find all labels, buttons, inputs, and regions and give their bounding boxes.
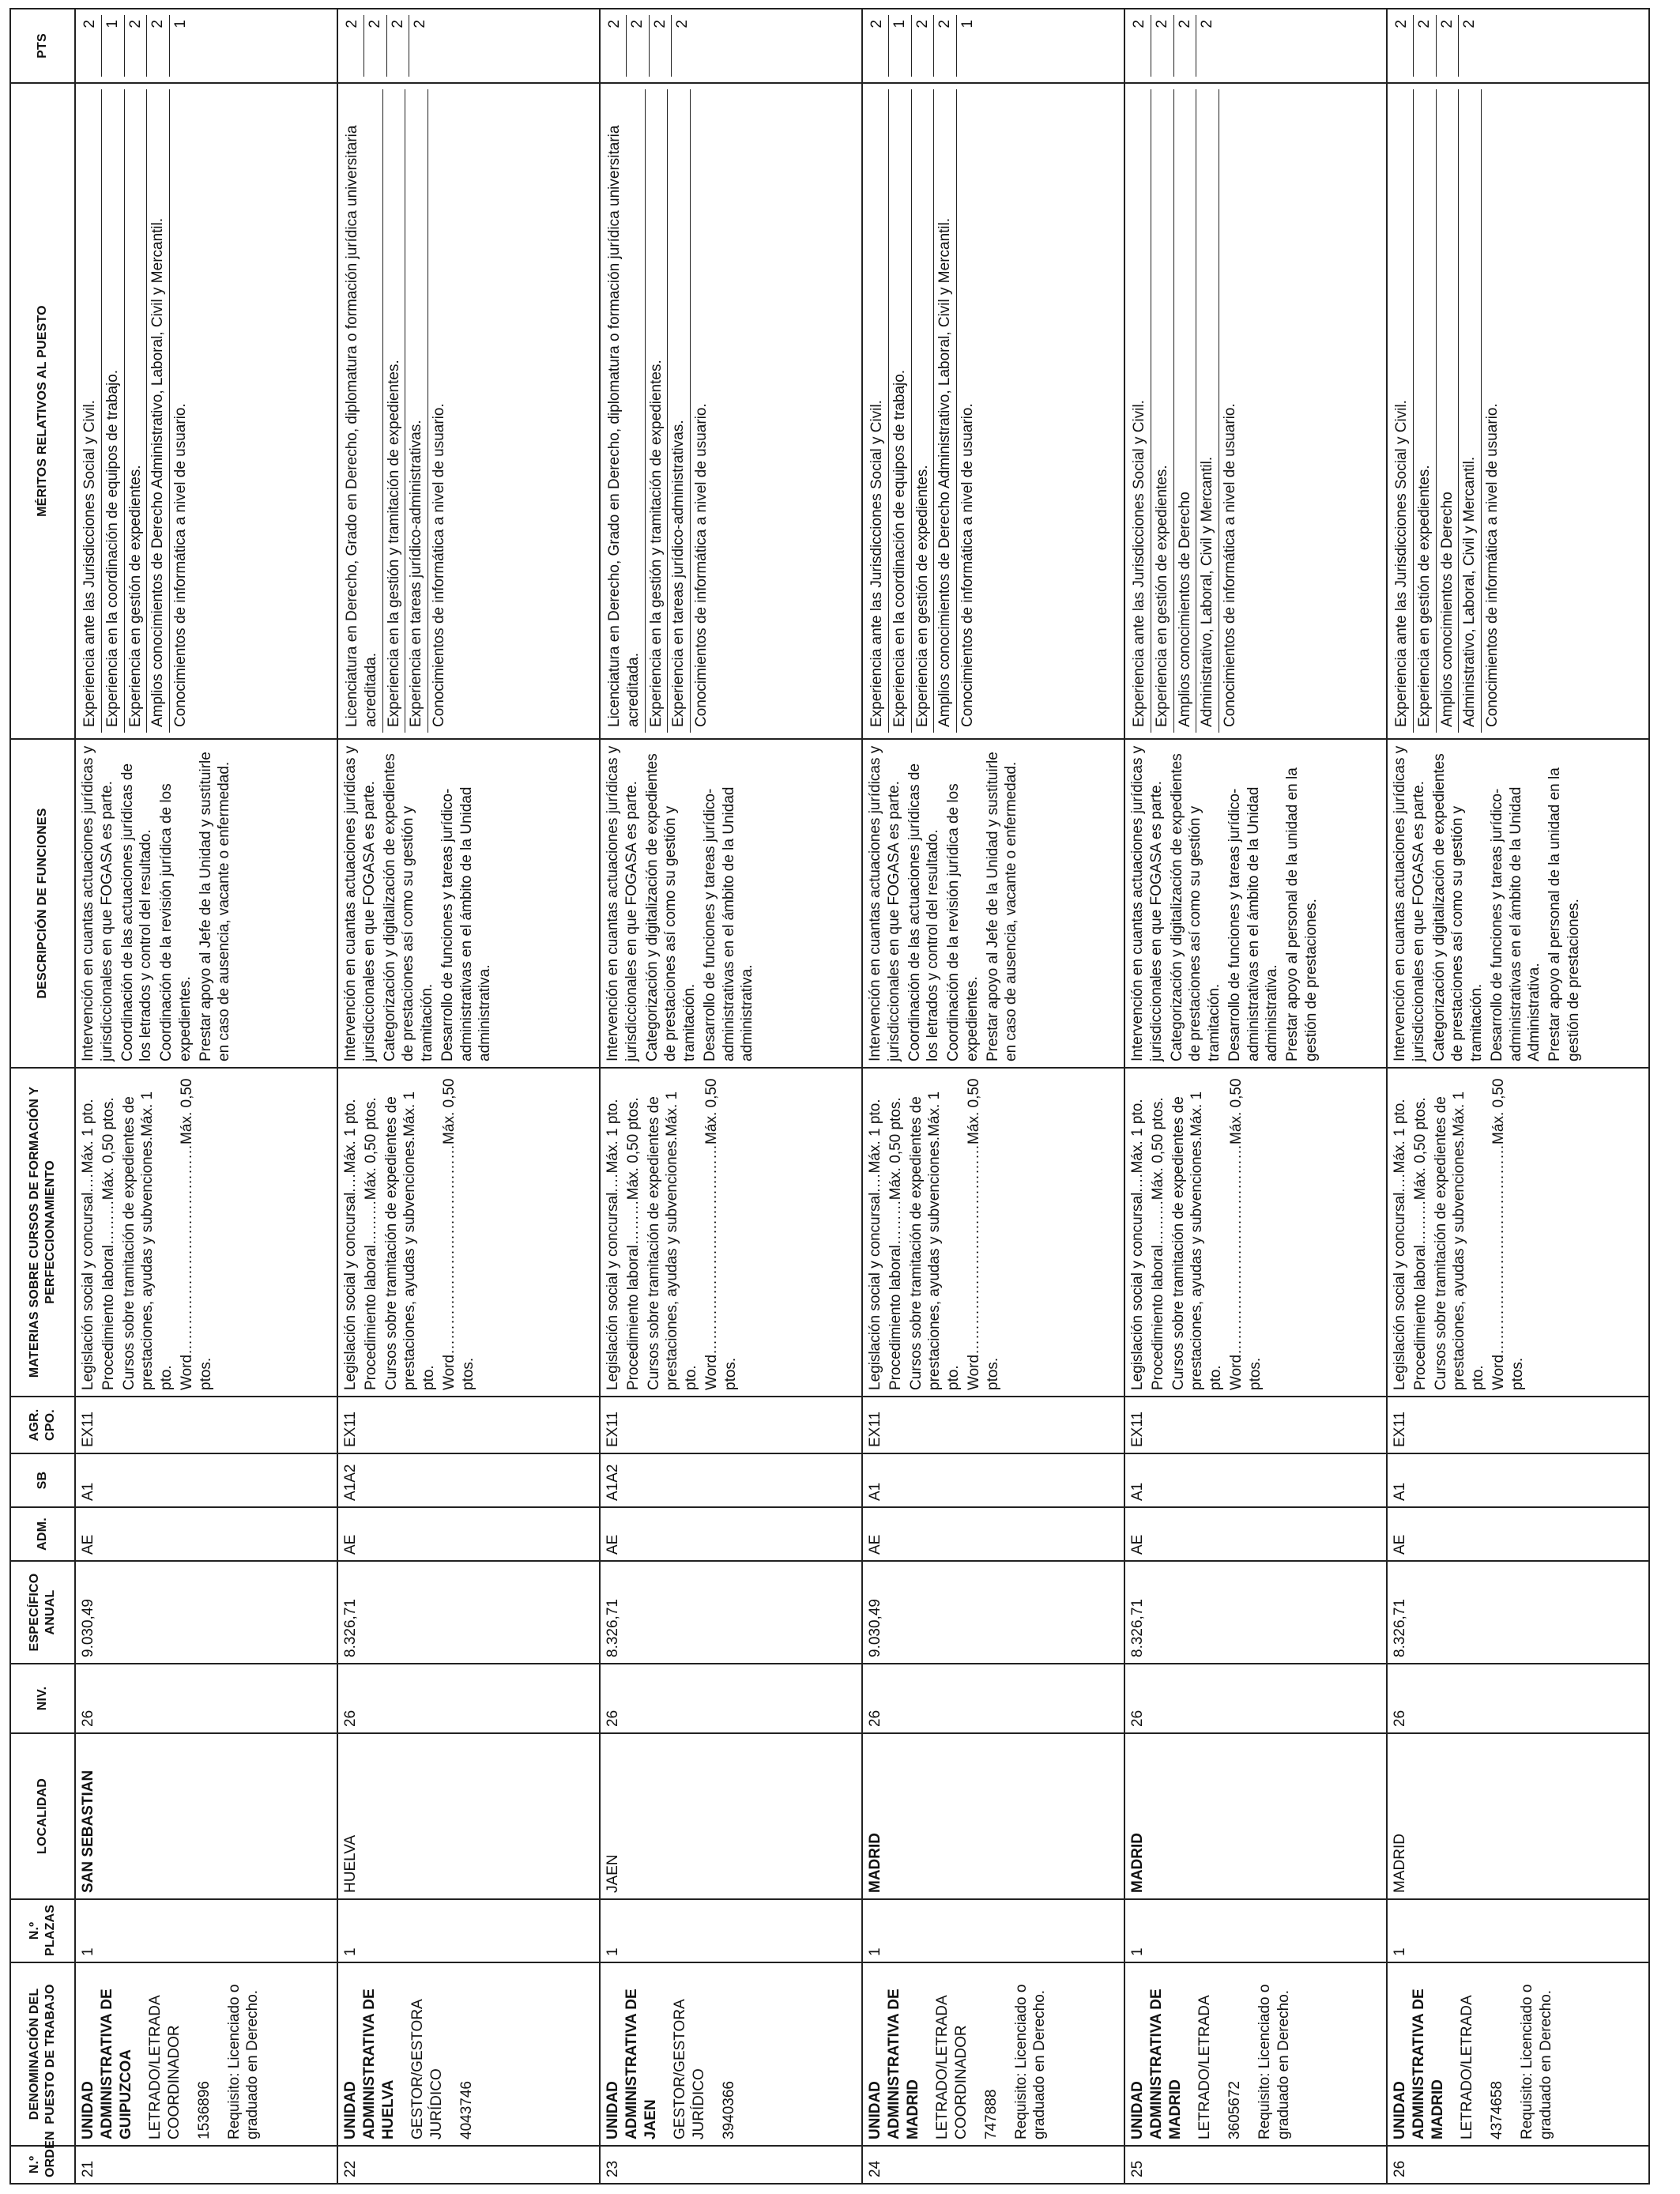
materias-list — [341, 1074, 479, 1390]
pts-item: 2 — [1174, 15, 1197, 77]
merito-item: Administrativo, Laboral, Civil y Mercantil. — [1196, 89, 1219, 733]
funcion-item: Prestar apoyo al Jefe de la Unidad y sustituirle en caso de ausencia, vacante o enfermedad. — [984, 752, 1020, 1061]
table-row — [600, 9, 862, 2184]
requirement: Requisito: Licenciado o graduado en Derecho. — [1012, 1984, 1049, 2139]
cell-adm: AE — [600, 1507, 862, 1561]
cell-materias — [600, 1068, 862, 1397]
pts-item: 2 — [866, 15, 889, 77]
merito-item: Conocimientos de informática a nivel de usuario. — [1222, 403, 1238, 727]
funcion-item: Categorización y digitalización de expedientes de prestaciones así como su gestión y tramitación. — [1430, 753, 1485, 1061]
pts-item: 1 — [889, 15, 912, 77]
merito-item: Experiencia en la gestión y tramitación de expedientes. — [646, 89, 669, 733]
header-funciones: DESCRIPCIÓN DE FUNCIONES — [10, 739, 75, 1068]
header-meritos: MÉRITOS RELATIVOS AL PUESTO — [10, 83, 75, 739]
cell-sb: A1 — [75, 1453, 337, 1507]
cell-localidad: MADRID — [862, 1733, 1124, 1899]
pts-item: 2 — [650, 15, 672, 77]
materia-item: Cursos sobre tramitación de expedientes de prestaciones, ayudas y subvenciones.Máx. 1 pto. — [1170, 1091, 1224, 1390]
merito-item: Conocimientos de informática a nivel de usuario. — [431, 403, 447, 727]
materia-item: Legislación social y concursal.…Máx. 1 pto. — [342, 1099, 359, 1390]
funcion-item: Coordinación de las actuaciones jurídicas de los letrados y control del resultado. — [119, 763, 155, 1061]
merito-item: Conocimientos de informática a nivel de usuario. — [693, 403, 710, 727]
cell-funciones — [1124, 739, 1387, 1068]
materia-item: Procedimiento laboral………Máx. 0,50 ptos. — [1149, 1097, 1166, 1390]
header-orden: N.º ORDEN — [10, 2146, 75, 2184]
merito-item: Experiencia en la coordinación de equipos de trabajo. — [889, 89, 912, 733]
cell-pts — [75, 9, 337, 83]
materia-item: Legislación social y concursal.…Máx. 1 pto. — [1392, 1099, 1408, 1390]
cell-orden: 22 — [337, 2146, 600, 2184]
merito-item: Experiencia ante las Jurisdicciones Social y Civil. — [1391, 89, 1414, 733]
merito-item: Experiencia ante las Jurisdicciones Social y Civil. — [866, 89, 889, 733]
header-localidad: LOCALIDAD — [10, 1733, 75, 1899]
funciones-list — [1391, 745, 1585, 1061]
cell-nivel: 26 — [600, 1664, 862, 1733]
header-nivel: NIV. — [10, 1664, 75, 1733]
merito-item: Licenciatura en Derecho, Grado en Derecho, diplomatura o formación jurídica universitaria acreditada. — [604, 89, 646, 733]
materia-item: Legislación social y concursal.…Máx. 1 pto. — [1129, 1099, 1146, 1390]
cell-meritos — [75, 83, 337, 739]
cell-funciones — [75, 739, 337, 1068]
table-row — [75, 9, 337, 2184]
materia-item: Legislación social y concursal.…Máx. 1 pto. — [605, 1099, 621, 1390]
header-row — [10, 9, 75, 2184]
position-code: 747888 — [982, 2089, 1000, 2139]
table-row — [862, 9, 1124, 2184]
cell-especifico: 8.326,71 — [1387, 1561, 1649, 1664]
funcion-item: Categorización y digitalización de expedientes de prestaciones así como su gestión y tramitación. — [381, 753, 435, 1061]
position-code: 3605672 — [1226, 2081, 1243, 2139]
position-name: GESTOR/GESTORA JURÍDICO — [409, 2000, 445, 2139]
materia-item: Word……………………………………Máx. 0,50 ptos. — [440, 1078, 477, 1390]
table-row — [337, 9, 600, 2184]
merito-item: Experiencia en la gestión y tramitación de expedientes. — [383, 89, 406, 733]
merito-item: Conocimientos de informática a nivel de usuario. — [172, 403, 189, 727]
cell-nivel: 26 — [862, 1664, 1124, 1733]
pts-item: 2 — [1199, 20, 1216, 28]
header-adm: ADM. — [10, 1507, 75, 1561]
cell-pts — [1387, 9, 1649, 83]
materia-item: Word……………………………………Máx. 0,50 ptos. — [178, 1078, 214, 1390]
position-name: LETRADO/LETRADA COORDINADOR — [147, 1996, 183, 2139]
cell-denominacion — [337, 1962, 600, 2146]
cell-plazas: 1 — [75, 1899, 337, 1962]
table-body — [75, 9, 1649, 2184]
funciones-list — [79, 745, 235, 1061]
pts-item: 2 — [1151, 15, 1174, 77]
merito-item: Amplios conocimientos de Derecho Administrativo, Laboral, Civil y Mercantil. — [147, 89, 170, 733]
cell-agr: EX11 — [1124, 1397, 1387, 1453]
merito-item: Experiencia en tareas jurídico-administrativas. — [668, 89, 691, 733]
pts-item: 1 — [172, 20, 189, 28]
cell-pts — [862, 9, 1124, 83]
cell-plazas: 1 — [862, 1899, 1124, 1962]
materia-item: Legislación social y concursal.…Máx. 1 pto. — [867, 1099, 883, 1390]
materias-list — [866, 1074, 1004, 1390]
table-row — [1124, 9, 1387, 2184]
materia-item: Procedimiento laboral………Máx. 0,50 ptos. — [362, 1097, 379, 1390]
pts-item: 2 — [934, 15, 957, 77]
cell-sb: A1A2 — [600, 1453, 862, 1507]
funcion-item: Prestar apoyo al Jefe de la Unidad y sustituirle en caso de ausencia, vacante o enfermedad. — [197, 752, 233, 1061]
pts-item: 2 — [1437, 15, 1460, 77]
unit-name: UNIDAD ADMINISTRATIVA DE HUELVA — [342, 1989, 397, 2139]
positions-table — [9, 8, 1650, 2185]
cell-meritos — [1124, 83, 1387, 739]
cell-localidad: SAN SEBASTIAN — [75, 1733, 337, 1899]
cell-adm: AE — [337, 1507, 600, 1561]
cell-localidad: JAEN — [600, 1733, 862, 1899]
funcion-item: Intervención en cuantas actuaciones jurídicas y jurisdiccionales en que FOGASA es parte. — [1129, 745, 1165, 1061]
materia-item: Word……………………………………Máx. 0,50 ptos. — [1490, 1078, 1526, 1390]
merito-item: Experiencia ante las Jurisdicciones Social y Civil. — [79, 89, 102, 733]
cell-agr: EX11 — [1387, 1397, 1649, 1453]
funcion-item: Intervención en cuantas actuaciones jurídicas y jurisdiccionales en que FOGASA es parte. — [80, 745, 115, 1061]
header-pts: PTS — [10, 9, 75, 83]
funciones-list — [604, 745, 759, 1061]
position-code: 4043746 — [458, 2081, 475, 2139]
position-name: GESTOR/GESTORA JURÍDICO — [672, 2000, 707, 2139]
materias-list — [604, 1074, 741, 1390]
funcion-item: Prestar apoyo al personal de la unidad en la gestión de prestaciones. — [1546, 767, 1582, 1061]
pts-item: 2 — [147, 15, 170, 77]
cell-meritos — [600, 83, 862, 739]
cell-especifico: 8.326,71 — [337, 1561, 600, 1664]
materia-item: Word……………………………………Máx. 0,50 ptos. — [965, 1078, 1001, 1390]
header-denominacion: DENOMINACIÓN DEL PUESTO DE TRABAJO — [10, 1962, 75, 2146]
cell-pts — [337, 9, 600, 83]
header-materias: MATERIAS SOBRE CURSOS DE FORMACIÓN Y PERFECCIONAMIENTO — [10, 1068, 75, 1397]
position-code: 3940366 — [720, 2081, 737, 2139]
merito-item: Experiencia ante las Jurisdicciones Social y Civil. — [1128, 89, 1151, 733]
materia-item: Cursos sobre tramitación de expedientes de prestaciones, ayudas y subvenciones.Máx. 1 pto. — [120, 1091, 175, 1390]
header-plazas: N.º PLAZAS — [10, 1899, 75, 1962]
materia-item: Word……………………………………Máx. 0,50 ptos. — [703, 1078, 739, 1390]
cell-orden: 26 — [1387, 2146, 1649, 2184]
cell-funciones — [600, 739, 862, 1068]
cell-sb: A1 — [1387, 1453, 1649, 1507]
pts-item: 2 — [341, 15, 364, 77]
merito-item: Amplios conocimientos de Derecho Administrativo, Laboral, Civil y Mercantil. — [934, 89, 957, 733]
pts-item: 2 — [1461, 20, 1478, 28]
materia-item: Cursos sobre tramitación de expedientes de prestaciones, ayudas y subvenciones.Máx. 1 pto. — [382, 1091, 437, 1390]
materias-list — [1128, 1074, 1266, 1390]
merito-item: Amplios conocimientos de Derecho — [1437, 89, 1460, 733]
funcion-item: Desarrollo de funciones y tareas jurídico-administrativas en el ámbito de la Unidad administrativa. — [1226, 786, 1281, 1061]
cell-especifico: 8.326,71 — [1124, 1561, 1387, 1664]
pts-item: 2 — [912, 15, 935, 77]
position-name: LETRADO/LETRADA — [1196, 1995, 1214, 2139]
unit-name: UNIDAD ADMINISTRATIVA DE MADRID — [1392, 1989, 1446, 2139]
pts-item: 2 — [627, 15, 650, 77]
funcion-item: Intervención en cuantas actuaciones jurídicas y jurisdiccionales en que FOGASA es parte. — [1392, 745, 1427, 1061]
cell-orden: 25 — [1124, 2146, 1387, 2184]
cell-nivel: 26 — [1124, 1664, 1387, 1733]
cell-plazas: 1 — [337, 1899, 600, 1962]
pts-item: 2 — [674, 20, 691, 28]
cell-adm: AE — [75, 1507, 337, 1561]
materia-item: Cursos sobre tramitación de expedientes de prestaciones, ayudas y subvenciones.Máx. 1 pto. — [645, 1091, 699, 1390]
funciones-list — [1128, 745, 1323, 1061]
pts-item: 1 — [959, 20, 976, 28]
unit-name: UNIDAD ADMINISTRATIVA DE MADRID — [1129, 1989, 1184, 2139]
cell-materias — [75, 1068, 337, 1397]
position-code: 4374658 — [1489, 2081, 1505, 2139]
header-agr: AGR. CPO. — [10, 1397, 75, 1453]
merito-item: Conocimientos de informática a nivel de usuario. — [1484, 403, 1501, 727]
materia-item: Cursos sobre tramitación de expedientes de prestaciones, ayudas y subvenciones.Máx. 1 pto. — [1432, 1091, 1486, 1390]
cell-materias — [862, 1068, 1124, 1397]
materia-item: Legislación social y concursal.…Máx. 1 pto. — [80, 1099, 96, 1390]
requirement: Requisito: Licenciado o graduado en Derecho. — [225, 1984, 262, 2139]
pts-item: 2 — [364, 15, 387, 77]
merito-item: Conocimientos de informática a nivel de usuario. — [959, 403, 976, 727]
cell-nivel: 26 — [1387, 1664, 1649, 1733]
cell-plazas: 1 — [600, 1899, 862, 1962]
funcion-item: Coordinación de las actuaciones jurídicas de los letrados y control del resultado. — [906, 763, 942, 1061]
cell-especifico: 8.326,71 — [600, 1561, 862, 1664]
funciones-list — [866, 745, 1023, 1061]
cell-materias — [1387, 1068, 1649, 1397]
materia-item: Procedimiento laboral………Máx. 0,50 ptos. — [100, 1097, 117, 1390]
materia-item: Cursos sobre tramitación de expedientes de prestaciones, ayudas y subvenciones.Máx. 1 pto. — [907, 1091, 962, 1390]
funcion-item: Intervención en cuantas actuaciones jurídicas y jurisdiccionales en que FOGASA es parte. — [867, 745, 902, 1061]
cell-denominacion — [862, 1962, 1124, 2146]
cell-funciones — [862, 739, 1124, 1068]
cell-especifico: 9.030,49 — [75, 1561, 337, 1664]
funcion-item: Desarrollo de funciones y tareas jurídico-administrativas en el ámbito de la Unidad Administrativa. — [1488, 786, 1543, 1061]
pts-item: 2 — [412, 20, 429, 28]
cell-meritos — [862, 83, 1124, 739]
cell-plazas: 1 — [1124, 1899, 1387, 1962]
position-code: 1536896 — [195, 2081, 213, 2139]
requirement: Requisito: Licenciado o graduado en Derecho. — [1256, 1984, 1292, 2139]
position-name: LETRADO/LETRADA — [1459, 1995, 1476, 2139]
cell-denominacion — [1387, 1962, 1649, 2146]
header-especifico: ESPECÍFICO ANUAL — [10, 1561, 75, 1664]
materias-list — [1391, 1074, 1528, 1390]
cell-meritos — [1387, 83, 1649, 739]
merito-item: Experiencia en gestión de expedientes. — [1151, 89, 1174, 733]
merito-item: Experiencia en la coordinación de equipos de trabajo. — [102, 89, 125, 733]
cell-orden: 24 — [862, 2146, 1124, 2184]
materia-item: Procedimiento laboral………Máx. 0,50 ptos. — [624, 1097, 642, 1390]
materia-item: Procedimiento laboral………Máx. 0,50 ptos. — [1411, 1097, 1429, 1390]
merito-item: Experiencia en tareas jurídico-administrativas. — [405, 89, 428, 733]
cell-orden: 23 — [600, 2146, 862, 2184]
cell-nivel: 26 — [337, 1664, 600, 1733]
cell-agr: EX11 — [337, 1397, 600, 1453]
pts-item: 2 — [79, 15, 102, 77]
merito-item: Licenciatura en Derecho, Grado en Derecho, diplomatura o formación jurídica universitaria acreditada. — [341, 89, 383, 733]
funcion-item: Desarrollo de funciones y tareas jurídico-administrativas en el ámbito de la Unidad administrativa. — [439, 786, 494, 1061]
cell-pts — [600, 9, 862, 83]
pts-item: 2 — [1128, 15, 1151, 77]
cell-localidad: MADRID — [1124, 1733, 1387, 1899]
unit-name: UNIDAD ADMINISTRATIVA DE MADRID — [867, 1989, 921, 2139]
materia-item: Procedimiento laboral………Máx. 0,50 ptos. — [887, 1097, 904, 1390]
cell-pts — [1124, 9, 1387, 83]
funcion-item: Categorización y digitalización de expedientes de prestaciones así como su gestión y tramitación. — [1168, 753, 1222, 1061]
pts-item: 2 — [1391, 15, 1414, 77]
cell-adm: AE — [1124, 1507, 1387, 1561]
cell-funciones — [337, 739, 600, 1068]
cell-agr: EX11 — [862, 1397, 1124, 1453]
cell-agr: EX11 — [75, 1397, 337, 1453]
cell-meritos — [337, 83, 600, 739]
pts-item: 1 — [102, 15, 125, 77]
cell-localidad: HUELVA — [337, 1733, 600, 1899]
cell-agr: EX11 — [600, 1397, 862, 1453]
merito-item: Experiencia en gestión de expedientes. — [125, 89, 148, 733]
cell-nivel: 26 — [75, 1664, 337, 1733]
funcion-item: Intervención en cuantas actuaciones jurídicas y jurisdiccionales en que FOGASA es parte. — [342, 745, 378, 1061]
cell-plazas: 1 — [1387, 1899, 1649, 1962]
unit-name: UNIDAD ADMINISTRATIVA DE JAEN — [605, 1989, 659, 2139]
pts-item: 2 — [387, 15, 410, 77]
materias-list — [79, 1074, 217, 1390]
funcion-item: Coordinación de la revisión jurídica de los expedientes. — [945, 783, 981, 1061]
funcion-item: Desarrollo de funciones y tareas jurídico-administrativas en el ámbito de la Unidad administrativa. — [701, 786, 756, 1061]
cell-orden: 21 — [75, 2146, 337, 2184]
pts-item: 2 — [604, 15, 627, 77]
cell-materias — [1124, 1068, 1387, 1397]
cell-funciones — [1387, 739, 1649, 1068]
cell-denominacion — [1124, 1962, 1387, 2146]
cell-localidad: MADRID — [1387, 1733, 1649, 1899]
cell-materias — [337, 1068, 600, 1397]
merito-item: Experiencia en gestión de expedientes. — [1414, 89, 1437, 733]
cell-denominacion — [600, 1962, 862, 2146]
cell-adm: AE — [862, 1507, 1124, 1561]
unit-name: UNIDAD ADMINISTRATIVA DE GUIPUZCOA — [80, 1989, 134, 2139]
cell-denominacion — [75, 1962, 337, 2146]
cell-sb: A1A2 — [337, 1453, 600, 1507]
pts-item: 2 — [1414, 15, 1437, 77]
funciones-list — [341, 745, 496, 1061]
cell-sb: A1 — [862, 1453, 1124, 1507]
requirement: Requisito: Licenciado o graduado en Derecho. — [1518, 1984, 1554, 2139]
table-row — [1387, 9, 1649, 2184]
funcion-item: Intervención en cuantas actuaciones jurídicas y jurisdiccionales en que FOGASA es parte. — [605, 745, 640, 1061]
funcion-item: Categorización y digitalización de expedientes de prestaciones así como su gestión y tramitación. — [643, 753, 698, 1061]
cell-especifico: 9.030,49 — [862, 1561, 1124, 1664]
merito-item: Experiencia en gestión de expedientes. — [912, 89, 935, 733]
cell-adm: AE — [1387, 1507, 1649, 1561]
header-sb: SB — [10, 1453, 75, 1507]
cell-sb: A1 — [1124, 1453, 1387, 1507]
materia-item: Word……………………………………Máx. 0,50 ptos. — [1227, 1078, 1264, 1390]
funcion-item: Coordinación de la revisión jurídica de los expedientes. — [158, 783, 194, 1061]
merito-item: Amplios conocimientos de Derecho — [1174, 89, 1197, 733]
pts-item: 2 — [125, 15, 148, 77]
funcion-item: Prestar apoyo al personal de la unidad en la gestión de prestaciones. — [1284, 767, 1320, 1061]
merito-item: Administrativo, Laboral, Civil y Mercantil. — [1459, 89, 1482, 733]
position-name: LETRADO/LETRADA COORDINADOR — [934, 1996, 970, 2139]
